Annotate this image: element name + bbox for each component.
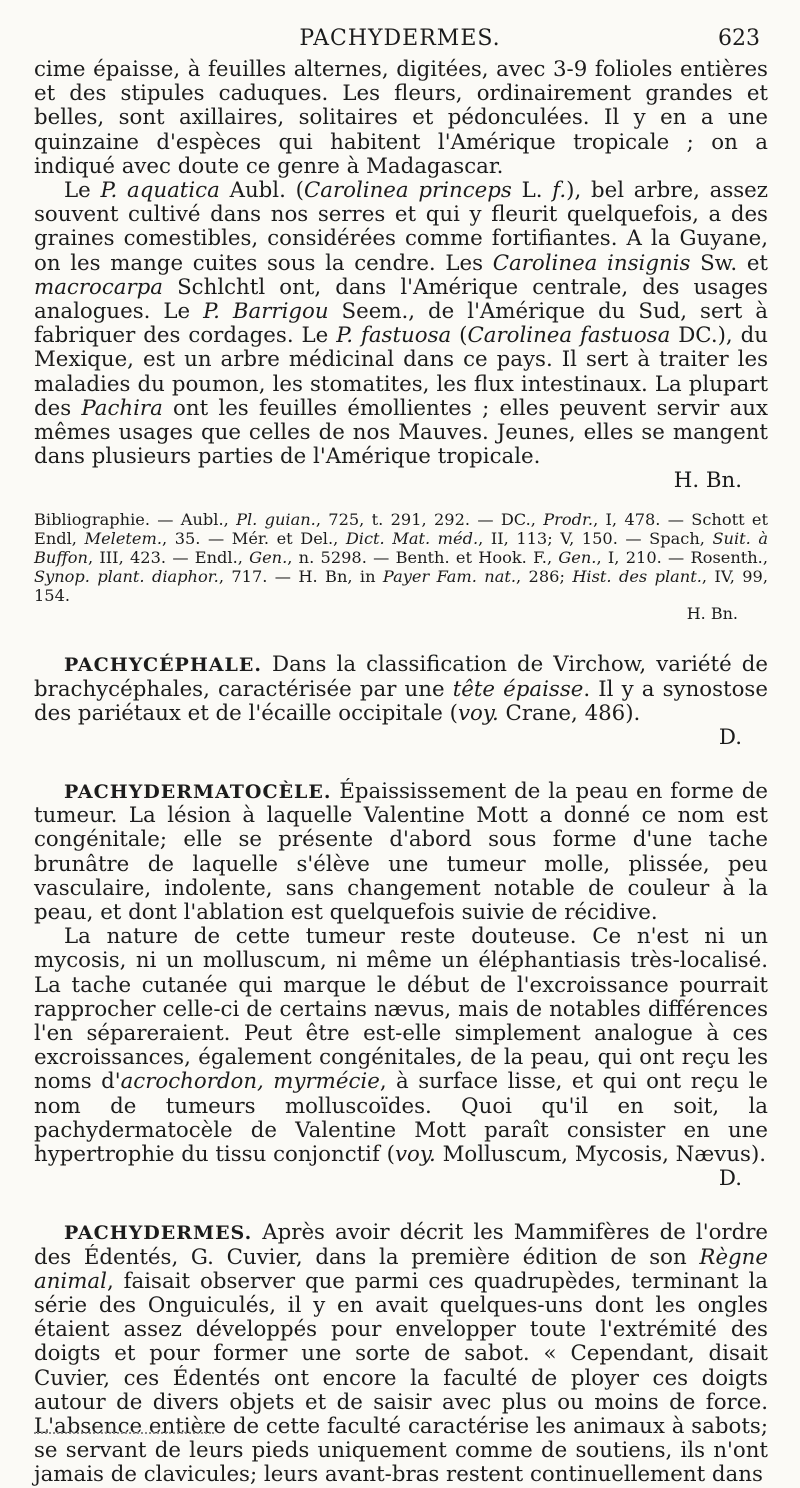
author-signature: D. [718,725,742,751]
footer-rule [34,1432,214,1434]
continuation-paragraph: cime épaisse, à feuilles alternes, digitées, avec 3-9 folioles entières et des stipules caduques. Les fleurs, ordinairement grandes et belles, sont axillaires, solitaires et pédonculées. Il y en a une quinzaine d'espèces qui habitent l'Amérique tropicale ; on a indiqué avec doute ce genre à Madagascar. [34,57,768,179]
entry-text: PACHYDERMES. Après avoir décrit les Mammifères de l'ordre des Édentés, G. Cuvier, dans la première édition de son Règne animal, faisait observer que parmi ces quadrupèdes, terminant la série des Onguiculés, il y en avait quelques-uns dont les ongles étaient assez développés pour envelopper toute l'extrémité des doigts et pour former une sorte de sabot. « Cependant, disait Cuvier, ces Édentés ont encore la faculté de ployer ces doigts autour de divers objets et de saisir avec plus ou moins de force. L'absence entière de cette faculté caractérise les animaux à sabots; se servant de leurs pieds uniquement comme de soutiens, ils n'ont jamais de clavicules; leurs avant-bras restent continuellement dans [34,1220,768,1488]
bibliography: Bibliographie. — Aubl., Pl. guian., 725, t. 291, 292. — DC., Prodr., I, 478. — Schott et Endl, Meletem., 35. — Mér. et Del., Dict. Mat. méd., II, 113; V, 150. — Spach, Suit. à Buffon, III, 423. — Endl., Gen., n. 5298. — Benth. et Hook. F., Gen., I, 210. — Rosenth., Synop. plant. diaphor., 717. — H. Bn, in Payer Fam. nat., 286; Hist. des plant., IV, 99, 154. [34,510,769,605]
page-header [0,26,800,56]
headword: PACHYCÉPHALE. [64,654,262,677]
entry-pachydermatocele [34,780,768,1191]
entry-text-continued: La nature de cette tumeur reste douteuse. Ce n'est ni un mycosis, ni un molluscum, ni même un éléphantiasis très-localisé. La tache cutanée qui marque le début de l'excroissance pourrait rapprocher celle-ci de certains nævus, mais de notables différences l'en sépareraient. Peut être est-elle simplement analogue à ces excroissances, également congénitales, de la peau, qui ont reçu les noms d'acrochordon, myrmécie, à surface lisse, et qui ont reçu le nom de tumeurs molluscoïdes. Quoi qu'il en soit, la pachydermatocèle de Valentine Mott paraît consister en une hypertrophie du tissu conjonctif (voy. Molluscum, Mycosis, Nævus). [34,924,768,1168]
page-number: 623 [718,26,760,51]
entry-pachydermes [34,1221,768,1487]
entry-pachycephale [34,653,768,750]
entry-text: PACHYDERMATOCÈLE. Épaississement de la peau en forme de tumeur. La lésion à laquelle Valentine Mott a donné ce nom est congénitale; elle se présente d'abord sous forme d'une tache brunâtre de laquelle s'élève une tumeur molle, plissée, peu vasculaire, indolente, sans changement notable de couleur à la peau, et dont l'ablation est quelquefois suivie de récidive. [34,779,768,926]
running-title: PACHYDERMES. [299,26,501,51]
entry-text: PACHYCÉPHALE. Dans la classification de Virchow, variété de brachycéphales, caractérisée par une tête épaisse. Il y a synostose des pariétaux et de l'écaille occipitale (voy. Crane, 486). [34,652,768,726]
page-content [34,58,768,1488]
pachira-usage-paragraph: Le P. aquatica Aubl. (Carolinea princeps L. f.), bel arbre, assez souvent cultivé dans nos serres et qui y fleurit quelquefois, a des graines comestibles, considérées comme fortifiantes. A la Guyane, on les mange cuites sous la cendre. Les Carolinea insignis Sw. et macrocarpa Schlchtl ont, dans l'Amérique centrale, des usages analogues. Le P. Barrigou Seem., de l'Amérique du Sud, sert à fabriquer des cordages. Le P. fastuosa (Carolinea fastuosa DC.), du Mexique, est un arbre médicinal dans ce pays. Il sert à traiter les maladies du poumon, les stomatites, les flux intestinaux. La plupart des Pachira ont les feuilles émollientes ; elles peuvent servir aux mêmes usages que celles de nos Mauves. Jeunes, elles se mangent dans plusieurs parties de l'Amérique tropicale. [34,178,769,470]
author-signature: D. [718,1166,742,1192]
headword: PACHYDERMES. [64,1222,253,1245]
author-signature: H. Bn. [673,468,742,494]
headword: PACHYDERMATOCÈLE. [64,781,332,804]
bibliography-signature: H. Bn. [686,604,738,624]
